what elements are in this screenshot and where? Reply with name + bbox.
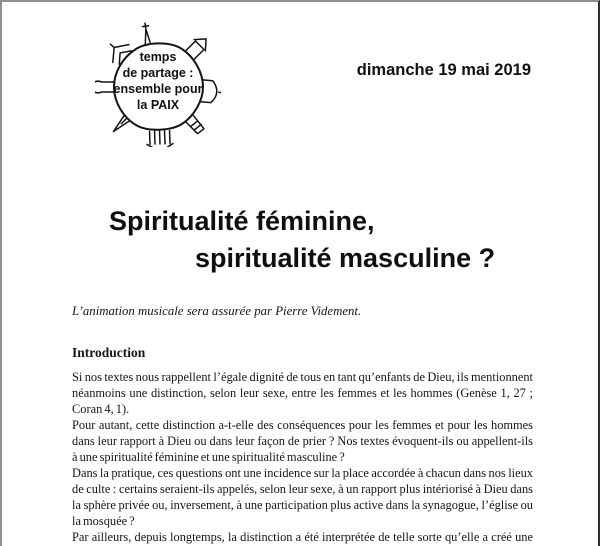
body-text-line: dans leur rapport à Dieu ou dans leur façon de prier ? Nos textes évoquent-ils ou appellent-ils — [72, 434, 533, 448]
body-text-line: Si nos textes nous rappellent l’égale dignité de tous en tant qu’enfants de Dieu, ils mentionnent — [72, 370, 533, 384]
title-line-1: Spiritualité féminine, — [109, 206, 375, 236]
document-title — [109, 203, 495, 277]
temps-de-partage-peace-logo — [95, 15, 221, 147]
body-text-line: Par ailleurs, depuis longtemps, la distinction a été interprétée de telle sorte qu’elle a créé une — [72, 530, 533, 544]
body-text-line: la mosquée ? — [72, 514, 135, 528]
title-line-2: spiritualité masculine ? — [195, 243, 496, 273]
body-text-line: Pour autant, cette distinction a-t-elle des conséquences pour les femmes et pour les hommes — [72, 418, 533, 432]
body-text-line: néanmoins une distinction, selon leur sexe, entre les femmes et les hommes (Genèse 1, 27 ; — [72, 386, 533, 400]
body-text — [72, 369, 533, 545]
body-text-line: Dans la pratique, ces questions ont une incidence sur la place accordée à chacun dans nos lieux — [72, 466, 533, 480]
musical-animation-note: L’animation musicale sera assurée par Pierre Videment. — [72, 304, 362, 318]
logo-text-line: de partage : — [122, 66, 194, 80]
body-text-line: de culte : certains seraient-ils appelés, selon leur sexe, à un rapport plus intériorisé à Dieu dans — [72, 482, 533, 496]
document-date: dimanche 19 mai 2019 — [356, 61, 531, 79]
logo-text-line: temps — [139, 50, 177, 64]
body-text-line: à une spiritualité féminine et une spiritualité masculine ? — [72, 450, 345, 464]
section-heading-introduction: Introduction — [72, 345, 146, 360]
body-text-line: la sphère privée ou, inversement, à une participation plus active dans la synagogue, l’église ou — [72, 498, 533, 512]
logo-text-line: ensemble pour — [113, 82, 203, 96]
logo-text-line: la PAIX — [136, 98, 180, 112]
body-text-line: Coran 4, 1). — [72, 402, 130, 416]
